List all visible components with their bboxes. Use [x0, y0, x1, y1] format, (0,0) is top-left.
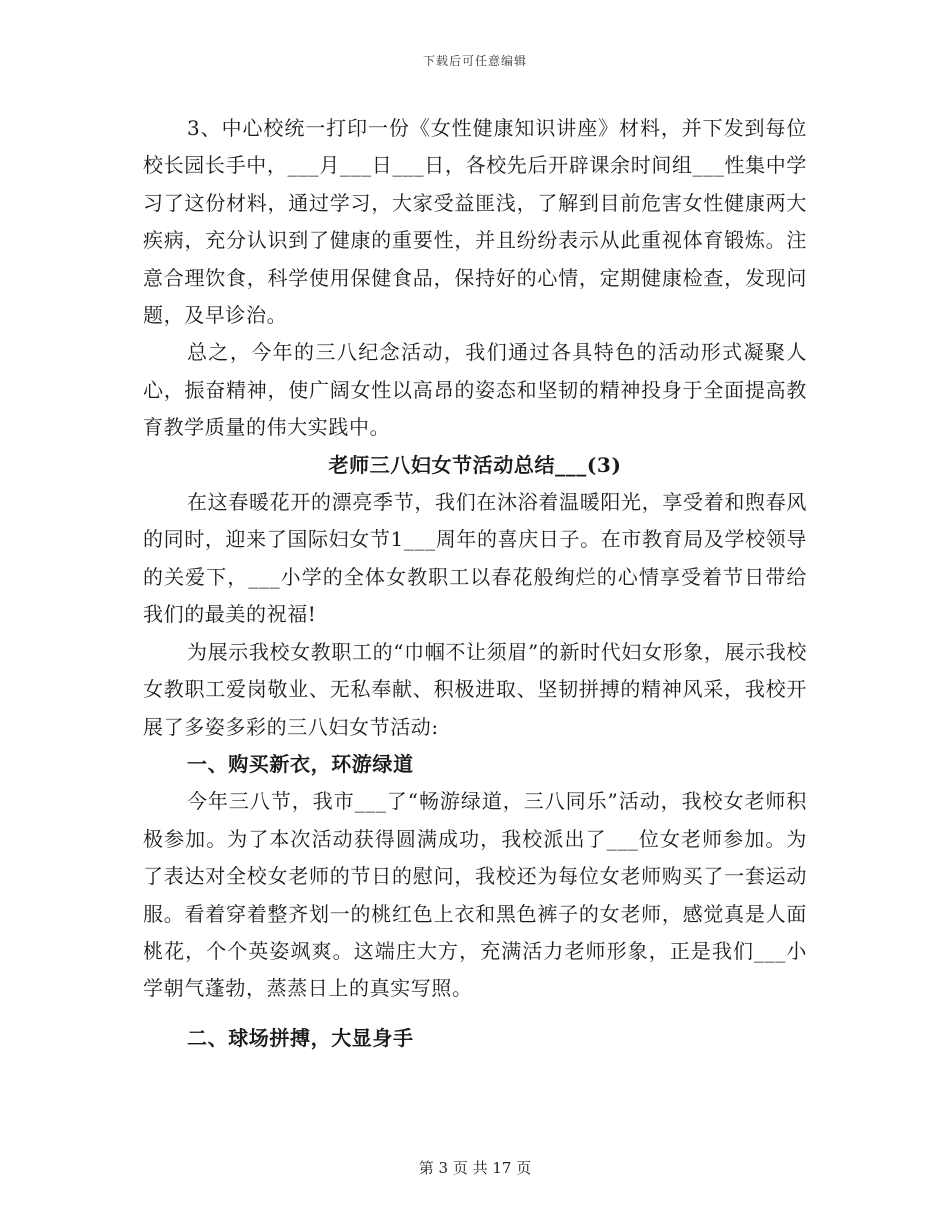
header-note: 下载后可任意编辑	[422, 54, 527, 68]
paragraph-summary: 总之，今年的三八纪念活动，我们通过各具特色的活动形式凝聚人心，振奋精神，使广阔女性以高昂的姿态和坚韧的精神投身于全面提高教育教学质量的伟大实践中。	[143, 340, 807, 440]
paragraph-health-lecture: 3、中心校统一打印一份《女性健康知识讲座》材料，并下发到每位校长园长手中，___月___日___日，各校先后开辟课余时间组___性集中学习了这份材料，通过学习，大家受益匪浅，了解到目前危害女性健康两大疾病，充分认识到了健康的重要性，并且纷纷表示从此重视体育锻炼。注意合理饮食，科学使用保健食品，保持好的心情，定期健康检查，发现问题，及早诊治。	[143, 116, 807, 328]
paragraph-purpose: 为展示我校女教职工的“巾帼不让须眉”的新时代妇女形象，展示我校女教职工爱岗敬业、无私奉献、积极进取、坚韧拼搏的精神风采，我校开展了多姿多彩的三八妇女节活动:	[143, 639, 807, 739]
section-title: 老师三八妇女节活动总结___(3)	[328, 452, 622, 477]
subheading-court: 二、球场拼搏，大显身手	[187, 1025, 414, 1050]
paragraph-intro: 在这春暖花开的漂亮季节，我们在沐浴着温暖阳光，享受着和煦春风的同时，迎来了国际妇女节1___周年的喜庆日子。在市教育局及学校领导的关爱下，___小学的全体女教职工以春花般绚烂的心情享受着节日带给我们的最美的祝福!	[143, 490, 807, 627]
page-number: 第 3 页 共 17 页	[418, 1159, 532, 1177]
document-body	[143, 110, 807, 1057]
paragraph-greenway-activity: 今年三八节，我市___了“畅游绿道，三八同乐”活动，我校女老师积极参加。为了本次活动获得圆满成功，我校派出了___位女老师参加。为了表达对全校女老师的节日的慰问，我校还为每位女老师购买了一套运动服。看着穿着整齐划一的桃红色上衣和黑色裤子的女老师，感觉真是人面桃花，个个英姿飒爽。这端庄大方，充满活力老师形象，正是我们___小学朝气蓬勃，蒸蒸日上的真实写照。	[143, 789, 807, 1001]
subheading-new-clothes: 一、购买新衣，环游绿道	[187, 751, 414, 776]
